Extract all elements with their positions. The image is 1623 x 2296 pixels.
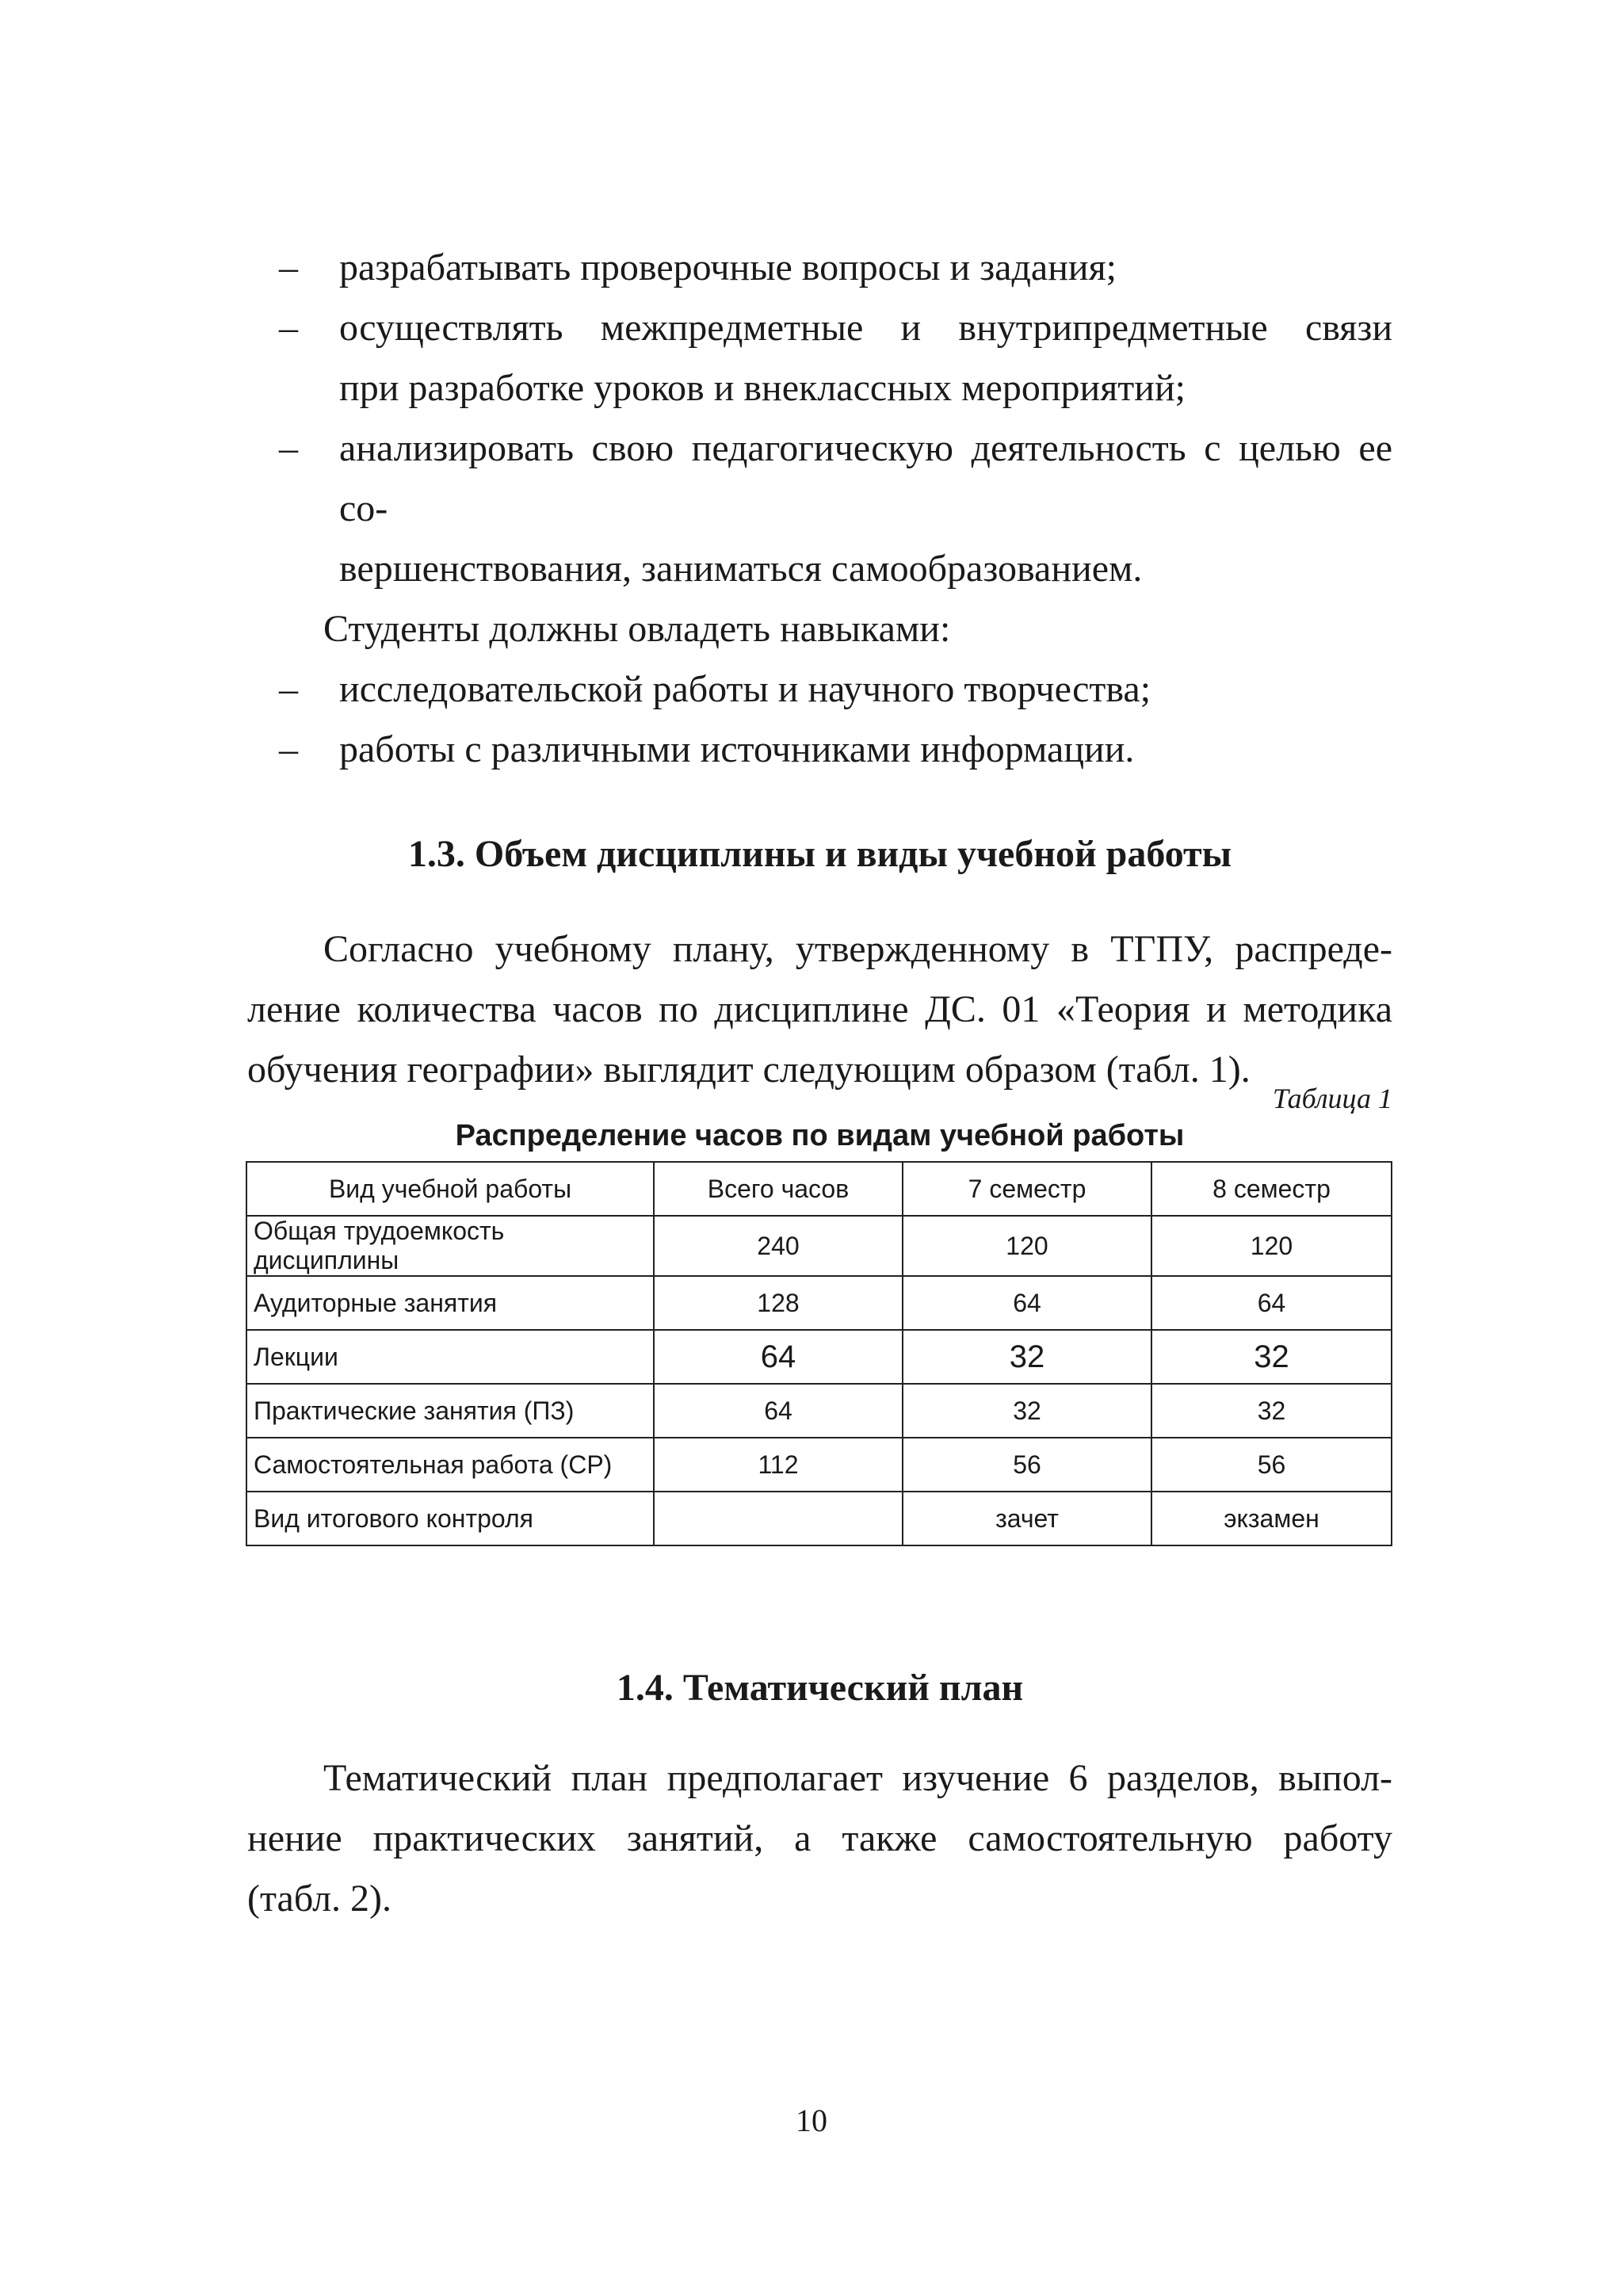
list-item-text-cont: вершенствования, заниматься самообразованием. [339, 548, 1143, 590]
list-item-text: работы с различными источниками информации. [339, 728, 1135, 770]
list-item-text: осуществлять межпредметные и внутрипредметные связи [339, 307, 1392, 349]
paragraph-line: (табл. 2). [247, 1878, 392, 1920]
bullet-dash: – [279, 668, 298, 710]
table-cell: Аудиторные занятия [246, 1276, 654, 1330]
table-cell: 64 [903, 1276, 1151, 1330]
table-cell: 128 [654, 1276, 903, 1330]
table-header-cell: 8 семестр [1151, 1162, 1392, 1216]
bullet-dash: – [279, 246, 298, 288]
table-cell: 32 [903, 1330, 1151, 1384]
paragraph-line: Тематический план предполагает изучение 6 разделов, выпол- [323, 1757, 1392, 1799]
table-cell: Практические занятия (ПЗ) [246, 1384, 654, 1438]
list-item-text: анализировать свою педагогическую деятельность с целью ее со- [339, 427, 1392, 529]
table-number-label: Таблица 1 [1272, 1083, 1392, 1114]
top-bullet-list [247, 238, 1392, 780]
paragraph-line: нение практических занятий, а также самостоятельную работу [247, 1817, 1392, 1859]
list-item-text: разрабатывать проверочные вопросы и задания; [339, 246, 1117, 288]
table-cell: 64 [1151, 1276, 1392, 1330]
table-cell: Общая трудоемкость дисциплины [246, 1216, 654, 1276]
table-cell: 32 [1151, 1384, 1392, 1438]
table-cell: Лекции [246, 1330, 654, 1384]
section-1-3-paragraph [247, 919, 1392, 1100]
table-cell: 240 [654, 1216, 903, 1276]
list-item-text: исследовательской работы и научного творчества; [339, 668, 1151, 710]
skills-intro: Студенты должны овладеть навыками: [323, 608, 951, 650]
list-item [247, 418, 1392, 599]
section-heading-1-3: 1.3. Объем дисциплины и виды учебной работы [407, 833, 1232, 875]
bullet-dash: – [279, 307, 298, 349]
table-cell: 56 [1151, 1438, 1392, 1492]
page-number: 10 [796, 2103, 827, 2138]
bullet-dash: – [279, 728, 298, 770]
table-cell: 32 [1151, 1330, 1392, 1384]
paragraph-line: обучения географии» выглядит следующим образом (табл. 1). [247, 1049, 1251, 1091]
table-cell: 56 [903, 1438, 1151, 1492]
table-row [246, 1438, 1392, 1492]
table-cell: зачет [903, 1492, 1151, 1545]
table-row [246, 1384, 1392, 1438]
section-heading-1-4: 1.4. Тематический план [616, 1667, 1024, 1709]
table-header-cell: 7 семестр [903, 1162, 1151, 1216]
table-cell: 120 [903, 1216, 1151, 1276]
table-header-cell: Всего часов [654, 1162, 903, 1216]
table-row [246, 1216, 1392, 1276]
paragraph-line: ление количества часов по дисциплине ДС. 01 «Теория и методика [247, 988, 1392, 1030]
table-cell: 64 [654, 1330, 903, 1384]
list-item [247, 238, 1392, 298]
list-item [247, 720, 1392, 780]
table-row [246, 1276, 1392, 1330]
table-row [246, 1330, 1392, 1384]
table-cell [654, 1492, 903, 1545]
paragraph-line: Согласно учебному плану, утвержденному в ТГПУ, распреде- [323, 928, 1392, 970]
table-cell: 112 [654, 1438, 903, 1492]
hours-table [246, 1161, 1392, 1546]
table-title: Распределение часов по видам учебной работы [455, 1119, 1185, 1152]
table-cell: 120 [1151, 1216, 1392, 1276]
table-cell: 64 [654, 1384, 903, 1438]
section-1-4-paragraph [247, 1748, 1392, 1929]
table-cell: 32 [903, 1384, 1151, 1438]
list-item [247, 659, 1392, 720]
table-cell: Самостоятельная работа (СР) [246, 1438, 654, 1492]
table-cell: экзамен [1151, 1492, 1392, 1545]
table-row [246, 1492, 1392, 1545]
bullet-dash: – [279, 427, 298, 469]
table-header-row [246, 1162, 1392, 1216]
table-cell: Вид итогового контроля [246, 1492, 654, 1545]
table-header-cell: Вид учебной работы [246, 1162, 654, 1216]
list-item [247, 298, 1392, 418]
list-item-text-cont: при разработке уроков и внеклассных мероприятий; [339, 367, 1186, 409]
